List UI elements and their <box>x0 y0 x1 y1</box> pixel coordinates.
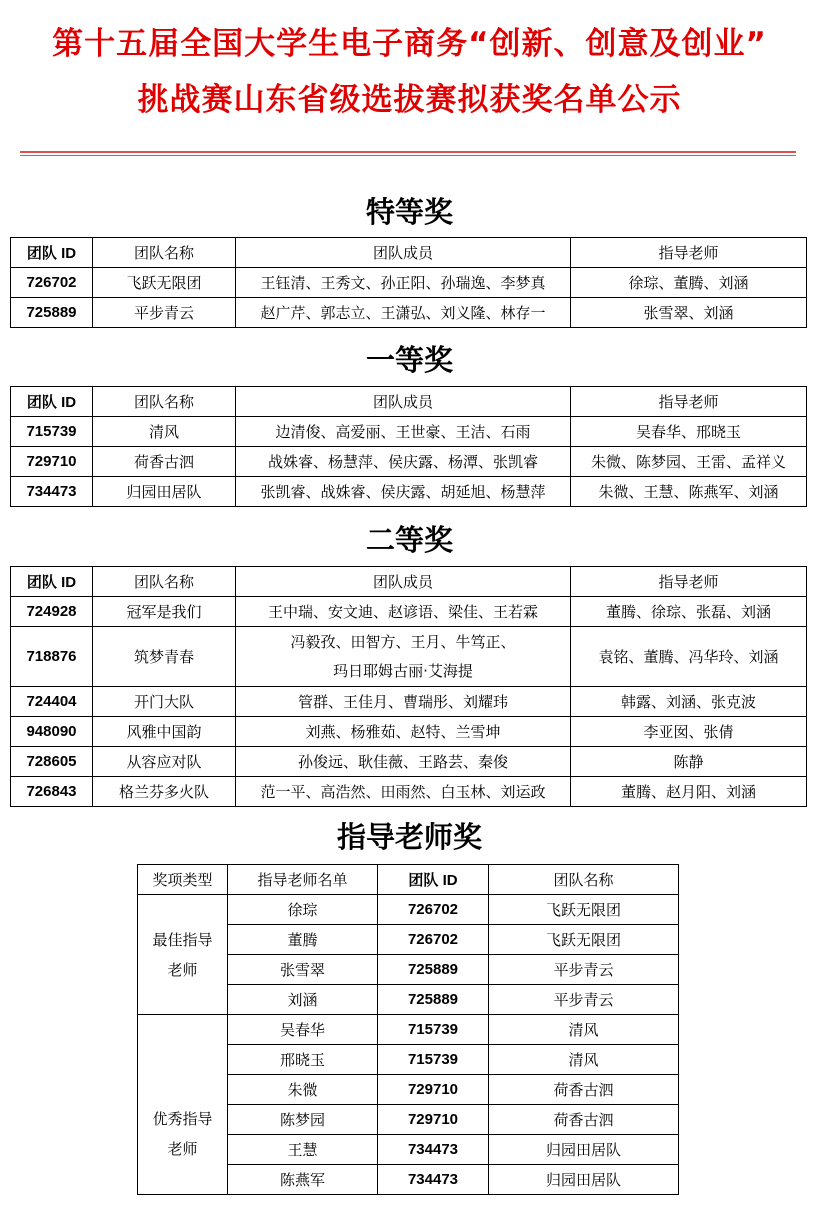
team-id: 715739 <box>378 1015 489 1045</box>
team-id: 729710 <box>378 1075 489 1105</box>
team-name: 清风 <box>489 1045 679 1075</box>
table-row <box>11 417 807 447</box>
title-line-2: 挑战赛山东省级选拔赛拟获奖名单公示 <box>137 82 682 118</box>
teacher-name: 刘涵 <box>228 985 378 1015</box>
members-line-1: 冯毅孜、田智方、王月、牛笃正、 <box>290 632 516 651</box>
team-name: 平步青云 <box>489 955 679 985</box>
team-id: 734473 <box>378 1165 489 1195</box>
team-members: 范一平、高浩然、田雨然、白玉林、刘运政 <box>236 777 571 807</box>
teacher-name: 吴春华 <box>228 1015 378 1045</box>
team-id: 948090 <box>11 717 93 747</box>
table-header-row <box>11 387 807 417</box>
header-advisors: 指导老师 <box>571 567 807 597</box>
team-name: 归园田居队 <box>489 1135 679 1165</box>
header-members: 团队成员 <box>236 387 571 417</box>
team-name: 荷香古泗 <box>489 1075 679 1105</box>
table-header-row <box>11 567 807 597</box>
team-advisors: 董腾、赵月阳、刘涵 <box>571 777 807 807</box>
table-row <box>11 597 807 627</box>
title-line-1: 第十五届全国大学生电子商务“创新、创意及创业” <box>52 26 767 62</box>
team-id: 729710 <box>378 1105 489 1135</box>
header-members: 团队成员 <box>236 567 571 597</box>
team-members: 边清俊、高爱丽、王世豪、王洁、石雨 <box>236 417 571 447</box>
members-line-2: 玛日耶姆古丽·艾海提 <box>333 661 473 680</box>
team-members: 管群、王佳月、曹瑞彤、刘耀玮 <box>236 687 571 717</box>
teacher-award-heading: 指导老师奖 <box>336 820 482 854</box>
team-id: 725889 <box>11 298 93 328</box>
header-members: 团队成员 <box>236 238 571 268</box>
team-id: 725889 <box>378 985 489 1015</box>
team-advisors: 袁铭、董腾、冯华玲、刘涵 <box>571 627 807 687</box>
table-row <box>11 447 807 477</box>
team-members: 王中瑞、安文迪、赵谚语、梁佳、王若霖 <box>236 597 571 627</box>
team-members: 张凯睿、战姝睿、侯庆露、胡延旭、杨慧萍 <box>236 477 571 507</box>
table-row <box>138 1015 679 1045</box>
header-team-name: 团队名称 <box>93 567 236 597</box>
table-row <box>11 627 807 687</box>
first-prize-heading: 一等奖 <box>365 343 453 377</box>
team-id: 724928 <box>11 597 93 627</box>
header-team-name: 团队名称 <box>489 865 679 895</box>
team-id: 726702 <box>11 268 93 298</box>
teacher-name: 朱微 <box>228 1075 378 1105</box>
team-name: 开门大队 <box>93 687 236 717</box>
team-name: 格兰芬多火队 <box>93 777 236 807</box>
team-name: 从容应对队 <box>93 747 236 777</box>
team-name: 冠军是我们 <box>93 597 236 627</box>
team-name: 平步青云 <box>93 298 236 328</box>
table-row <box>11 477 807 507</box>
table-row <box>11 717 807 747</box>
header-teacher-list: 指导老师名单 <box>228 865 378 895</box>
award-type-excellent <box>138 1015 228 1195</box>
team-id: 725889 <box>378 955 489 985</box>
team-id: 734473 <box>378 1135 489 1165</box>
team-id: 715739 <box>378 1045 489 1075</box>
table-row <box>11 687 807 717</box>
header-award-type: 奖项类型 <box>138 865 228 895</box>
team-id: 726702 <box>378 895 489 925</box>
title-divider-thin <box>20 155 796 156</box>
team-name: 筑梦青春 <box>93 627 236 687</box>
team-id: 729710 <box>11 447 93 477</box>
team-advisors: 朱微、王慧、陈燕军、刘涵 <box>571 477 807 507</box>
team-id: 734473 <box>11 477 93 507</box>
first-prize-table <box>10 386 807 507</box>
header-team-id: 团队 ID <box>11 238 93 268</box>
special-prize-heading: 特等奖 <box>365 195 453 229</box>
second-prize-heading: 二等奖 <box>365 523 453 557</box>
team-name: 飞跃无限团 <box>489 895 679 925</box>
team-name: 飞跃无限团 <box>489 925 679 955</box>
teacher-award-table <box>137 864 679 1195</box>
team-id: 724404 <box>11 687 93 717</box>
team-advisors: 李亚囡、张倩 <box>571 717 807 747</box>
team-name: 飞跃无限团 <box>93 268 236 298</box>
second-prize-table <box>10 566 807 807</box>
table-header-row <box>11 238 807 268</box>
team-advisors: 张雪翠、刘涵 <box>571 298 807 328</box>
teacher-name: 邢晓玉 <box>228 1045 378 1075</box>
team-id: 728605 <box>11 747 93 777</box>
teacher-name: 徐琮 <box>228 895 378 925</box>
special-prize-table <box>10 237 807 328</box>
header-team-id: 团队 ID <box>11 567 93 597</box>
team-name: 荷香古泗 <box>93 447 236 477</box>
teacher-name: 董腾 <box>228 925 378 955</box>
team-members: 赵广芹、郭志立、王潇弘、刘义隆、林存一 <box>236 298 571 328</box>
team-advisors: 吴春华、邢晓玉 <box>571 417 807 447</box>
team-members: 王钰清、王秀文、孙正阳、孙瑞逸、李梦真 <box>236 268 571 298</box>
table-row <box>11 268 807 298</box>
teacher-name: 陈梦园 <box>228 1105 378 1135</box>
award-type-best <box>138 895 228 1015</box>
table-row <box>11 298 807 328</box>
team-id: 718876 <box>11 627 93 687</box>
team-id: 726843 <box>11 777 93 807</box>
team-advisors: 徐琮、董腾、刘涵 <box>571 268 807 298</box>
team-name: 清风 <box>93 417 236 447</box>
team-id: 715739 <box>11 417 93 447</box>
team-advisors: 陈静 <box>571 747 807 777</box>
header-team-id: 团队 ID <box>378 865 489 895</box>
table-row <box>138 895 679 925</box>
team-name: 归园田居队 <box>489 1165 679 1195</box>
team-name: 归园田居队 <box>93 477 236 507</box>
table-row <box>11 747 807 777</box>
team-name: 荷香古泗 <box>489 1105 679 1135</box>
table-header-row <box>138 865 679 895</box>
team-members: 孙俊远、耿佳薇、王路芸、秦俊 <box>236 747 571 777</box>
team-advisors: 韩露、刘涵、张克波 <box>571 687 807 717</box>
team-name: 平步青云 <box>489 985 679 1015</box>
header-advisors: 指导老师 <box>571 387 807 417</box>
team-id: 726702 <box>378 925 489 955</box>
team-members: 刘燕、杨雅茹、赵特、兰雪坤 <box>236 717 571 747</box>
teacher-name: 张雪翠 <box>228 955 378 985</box>
award-type-line-2: 老师 <box>167 960 198 979</box>
team-advisors: 朱微、陈梦园、王雷、孟祥义 <box>571 447 807 477</box>
team-members <box>236 627 571 687</box>
team-advisors: 董腾、徐琮、张磊、刘涵 <box>571 597 807 627</box>
team-name: 风雅中国韵 <box>93 717 236 747</box>
table-row <box>11 777 807 807</box>
award-type-line-2: 老师 <box>167 1139 198 1158</box>
team-members: 战姝睿、杨慧萍、侯庆露、杨潭、张凯睿 <box>236 447 571 477</box>
header-team-name: 团队名称 <box>93 387 236 417</box>
teacher-name: 陈燕军 <box>228 1165 378 1195</box>
header-advisors: 指导老师 <box>571 238 807 268</box>
team-name: 清风 <box>489 1015 679 1045</box>
title-divider <box>20 151 796 153</box>
award-type-line-1: 优秀指导 <box>152 1109 213 1128</box>
header-team-name: 团队名称 <box>93 238 236 268</box>
teacher-name: 王慧 <box>228 1135 378 1165</box>
header-team-id: 团队 ID <box>11 387 93 417</box>
award-type-line-1: 最佳指导 <box>152 930 213 949</box>
